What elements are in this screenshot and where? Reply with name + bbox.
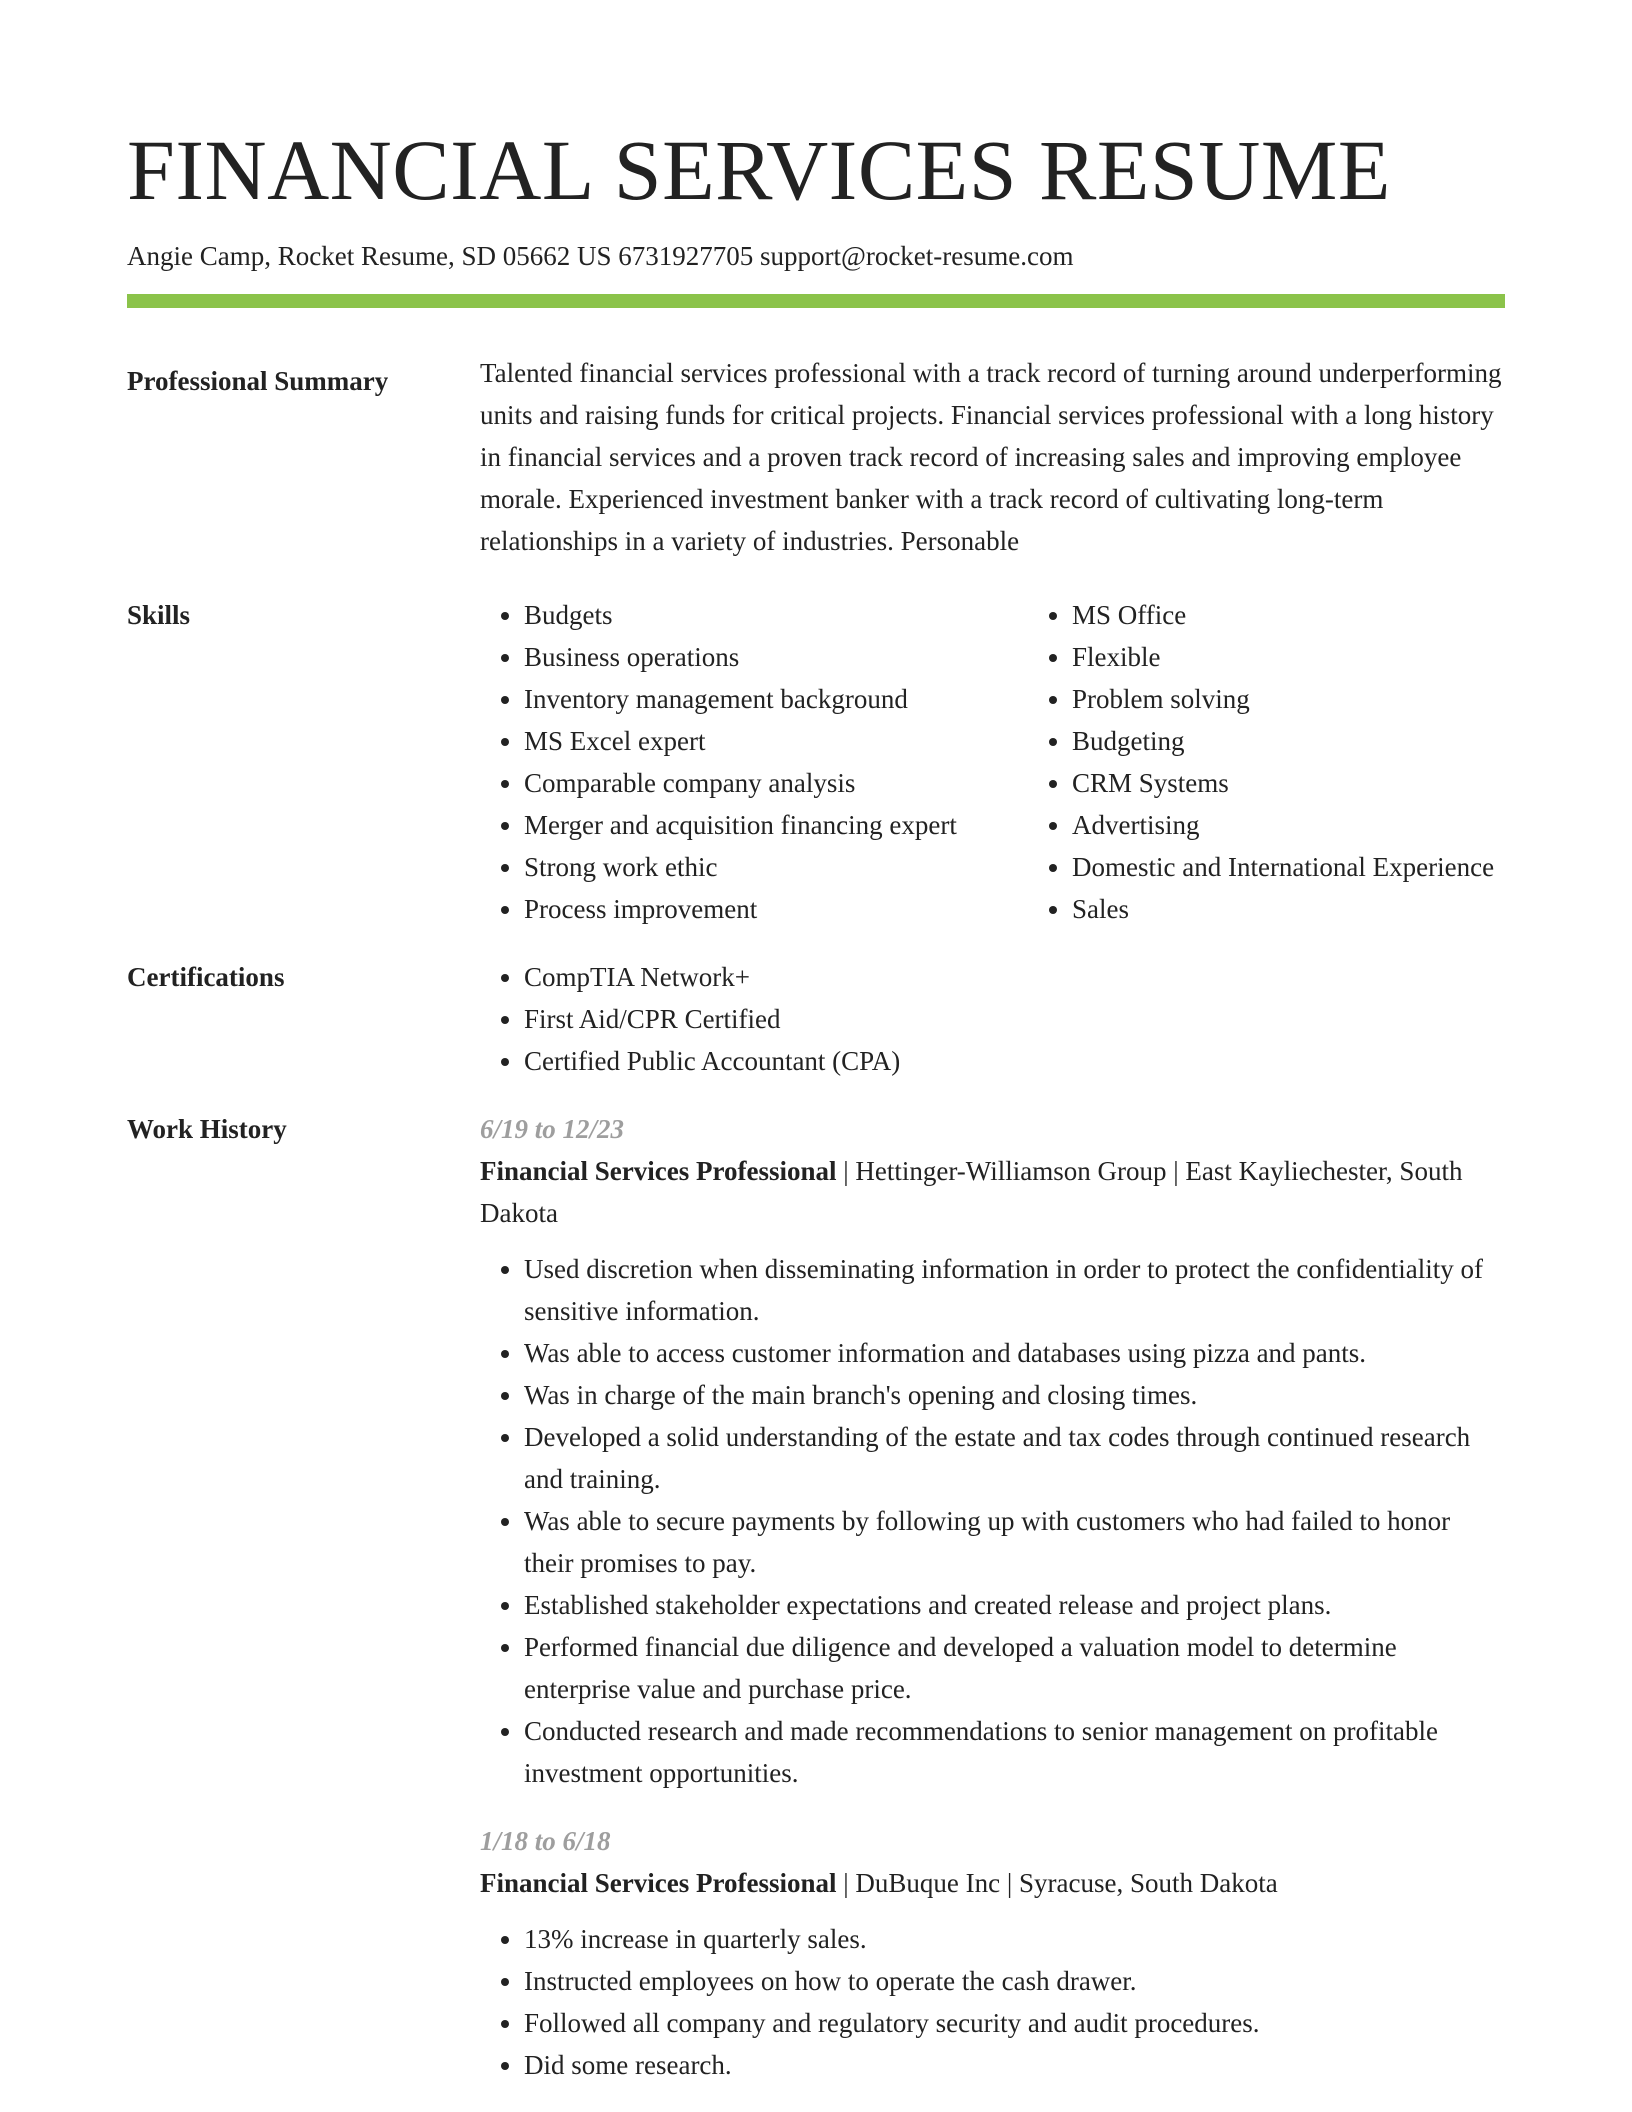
skill-item: • Sales [1072, 888, 1494, 930]
job-bullet: • Was able to access customer information and databases using pizza and pants. [524, 1332, 1505, 1374]
job-company-location: | Hettinger-Williamson Group | East Kayliechester, South Dakota [480, 1156, 1463, 1228]
job-dates: 1/18 to 6/18 [480, 1826, 611, 1856]
job-bullet: • Developed a solid understanding of the estate and tax codes through continued research and training. [524, 1416, 1505, 1500]
job-bullet: • Instructed employees on how to operate the cash drawer. [524, 1960, 1505, 2002]
certification-item: • CompTIA Network+ [524, 956, 1505, 998]
skill-item: • CRM Systems [1072, 762, 1494, 804]
certifications-list [480, 956, 1505, 1082]
certification-item: • First Aid/CPR Certified [524, 998, 1505, 1040]
job-entry [480, 1820, 1505, 2086]
work-history-section [127, 1108, 1505, 2086]
job-bullet: • Was in charge of the main branch's opening and closing times. [524, 1374, 1505, 1416]
certification-item: • Certified Public Accountant (CPA) [524, 1040, 1505, 1082]
skill-item: • Problem solving [1072, 678, 1494, 720]
contact-line: Angie Camp, Rocket Resume, SD 05662 US 6731927705 support@rocket-resume.com [127, 241, 1074, 271]
skills-list-right [1028, 594, 1494, 930]
summary-section [127, 360, 1505, 562]
job-bullets [480, 1918, 1505, 2086]
job-bullet: • Established stakeholder expectations and created release and project plans. [524, 1584, 1505, 1626]
skill-item: • Strong work ethic [524, 846, 1028, 888]
resume-title: FINANCIAL SERVICES RESUME [127, 122, 1391, 218]
job-heading [480, 1862, 1505, 1904]
skill-item: • Merger and acquisition financing expert [524, 804, 1028, 846]
skill-item: • Process improvement [524, 888, 1028, 930]
skill-item: • Business operations [524, 636, 1028, 678]
skills-section [127, 594, 1505, 930]
section-heading: Work History [127, 1114, 287, 1144]
job-bullet: • Was able to secure payments by following up with customers who had failed to honor their promises to pay. [524, 1500, 1505, 1584]
job-company-location: | DuBuque Inc | Syracuse, South Dakota [836, 1868, 1278, 1898]
section-heading: Certifications [127, 962, 285, 992]
skill-item: • Budgeting [1072, 720, 1494, 762]
skill-item: • MS Office [1072, 594, 1494, 636]
resume-page [127, 0, 1505, 2086]
accent-divider [127, 294, 1505, 308]
job-bullet: • Used discretion when disseminating information in order to protect the confidentiality of sensitive information. [524, 1248, 1505, 1332]
certifications-section [127, 956, 1505, 1082]
job-heading [480, 1150, 1505, 1234]
job-bullet: • Performed financial due diligence and developed a valuation model to determine enterprise value and purchase price. [524, 1626, 1505, 1710]
job-bullets [480, 1248, 1505, 1794]
job-bullet: • 13% increase in quarterly sales. [524, 1918, 1505, 1960]
job-bullet: • Followed all company and regulatory security and audit procedures. [524, 2002, 1505, 2044]
jobs-container [480, 1108, 1505, 2086]
skill-item: • Budgets [524, 594, 1028, 636]
section-heading: Professional Summary [127, 366, 389, 396]
job-bullet: • Conducted research and made recommendations to senior management on profitable investment opportunities. [524, 1710, 1505, 1794]
skill-item: • Domestic and International Experience [1072, 846, 1494, 888]
job-title: Financial Services Professional [480, 1156, 837, 1186]
job-entry [480, 1108, 1505, 1794]
job-bullet: • Did some research. [524, 2044, 1505, 2086]
summary-text: Talented financial services professional with a track record of turning around underperforming units and raising funds for critical projects. Financial services professional with a long history in financial services and a proven track record of increasing sales and improving employee morale. Experienced investment banker with a track record of cultivating long-term relationships in a variety of industries. Personable [480, 358, 1502, 556]
skill-item: • Inventory management background [524, 678, 1028, 720]
skills-list-left [480, 594, 1028, 930]
skill-item: • Comparable company analysis [524, 762, 1028, 804]
skill-item: • Flexible [1072, 636, 1494, 678]
section-heading: Skills [127, 600, 191, 630]
job-dates: 6/19 to 12/23 [480, 1114, 625, 1144]
job-title: Financial Services Professional [480, 1868, 837, 1898]
skill-item: • MS Excel expert [524, 720, 1028, 762]
skill-item: • Advertising [1072, 804, 1494, 846]
